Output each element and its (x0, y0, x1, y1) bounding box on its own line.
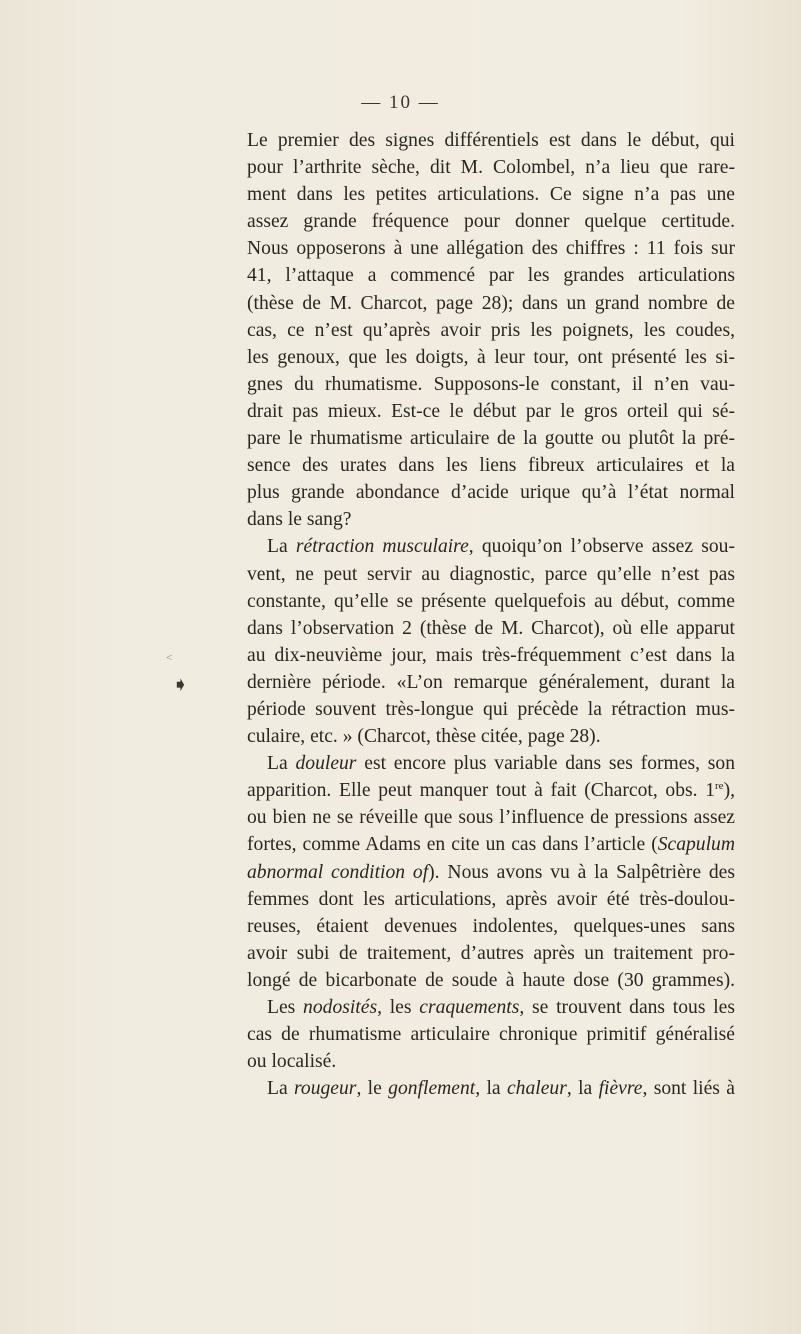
text-line: pare le rhumatisme articulaire de la goutte ou plutôt la pré- (247, 428, 735, 450)
text-line: dans l’observation 2 (thèse de M. Charcot), où elle apparut (247, 617, 735, 639)
text-line: les genoux, que les doigts, à leur tour, ont présenté les si- (247, 346, 735, 368)
text-line: reuses, étaient devenues indolentes, quelques-unes sans (247, 915, 735, 937)
text-line: Nous opposerons à une allégation des chiffres : 11 fois sur (247, 238, 735, 260)
margin-tick-mark: < (166, 652, 173, 664)
text-line: drait pas mieux. Est-ce le début par le gros orteil qui sé- (247, 400, 735, 422)
text-line: vent, ne peut servir au diagnostic, parce qu’elle n’est pas (247, 563, 735, 585)
text-line: gnes du rhumatisme. Supposons-le constant, il n’en vau- (247, 373, 735, 395)
text-line: fortes, comme Adams en cite un cas dans l’article (Scapulum (247, 834, 735, 856)
text-line: culaire, etc. » (Charcot, thèse citée, page 28). (247, 726, 601, 748)
text-line: Le premier des signes différentiels est dans le début, qui (247, 130, 735, 151)
text-line: constante, qu’elle se présente quelquefois au début, comme (247, 590, 735, 612)
text-line: période souvent très-longue qui précède la rétraction mus- (247, 698, 735, 720)
text-line: sence des urates dans les liens fibreux articulaires et la (247, 455, 735, 477)
body-text (247, 127, 735, 1102)
text-line: au dix-neuvième jour, mais très-fréquemment c’est dans la (247, 644, 735, 666)
text-line: La rétraction musculaire, quoiqu’on l’observe assez sou- (267, 536, 735, 558)
text-line: cas, ce n’est qu’après avoir pris les poignets, les coudes, (247, 319, 735, 341)
text-line: avoir subi de traitement, d’autres après un traitement pro- (247, 942, 735, 964)
text-line: abnormal condition of). Nous avons vu à la Salpêtrière des (247, 861, 735, 883)
text-line: (thèse de M. Charcot, page 28); dans un grand nombre de (247, 292, 735, 314)
text-line: ou localisé. (247, 1051, 337, 1073)
text-line: La douleur est encore plus variable dans ses formes, son (267, 753, 735, 775)
text-line: ment dans les petites articulations. Ce signe n’a pas une (247, 184, 735, 206)
text-line: assez grande fréquence pour donner quelque certitude. (247, 211, 735, 233)
text-line: pour l’arthrite sèche, dit M. Colombel, n’a lieu que rare- (247, 157, 735, 179)
margin-arrow-icon: ➧ (172, 674, 189, 696)
text-line: cas de rhumatisme articulaire chronique primitif généralisé (247, 1024, 735, 1046)
text-line: dans le sang? (247, 509, 352, 531)
text-line: plus grande abondance d’acide urique qu’à l’état normal (247, 482, 735, 504)
text-line: apparition. Elle peut manquer tout à fait (Charcot, obs. 1re), (247, 780, 735, 802)
text-line: dernière période. «L’on remarque généralement, durant la (247, 671, 735, 693)
page-number: — 10 — (361, 92, 440, 113)
text-line: La rougeur, le gonflement, la chaleur, la fièvre, sont liés à (267, 1078, 735, 1100)
text-line: femmes dont les articulations, après avoir été très-doulou- (247, 888, 735, 910)
text-line: longé de bicarbonate de soude à haute dose (30 grammes). (247, 969, 735, 991)
text-line: ou bien ne se réveille que sous l’influence de pressions assez (247, 807, 735, 829)
text-line: Les nodosités, les craquements, se trouvent dans tous les (267, 997, 735, 1018)
text-line: 41, l’attaque a commencé par les grandes articulations (247, 265, 735, 287)
